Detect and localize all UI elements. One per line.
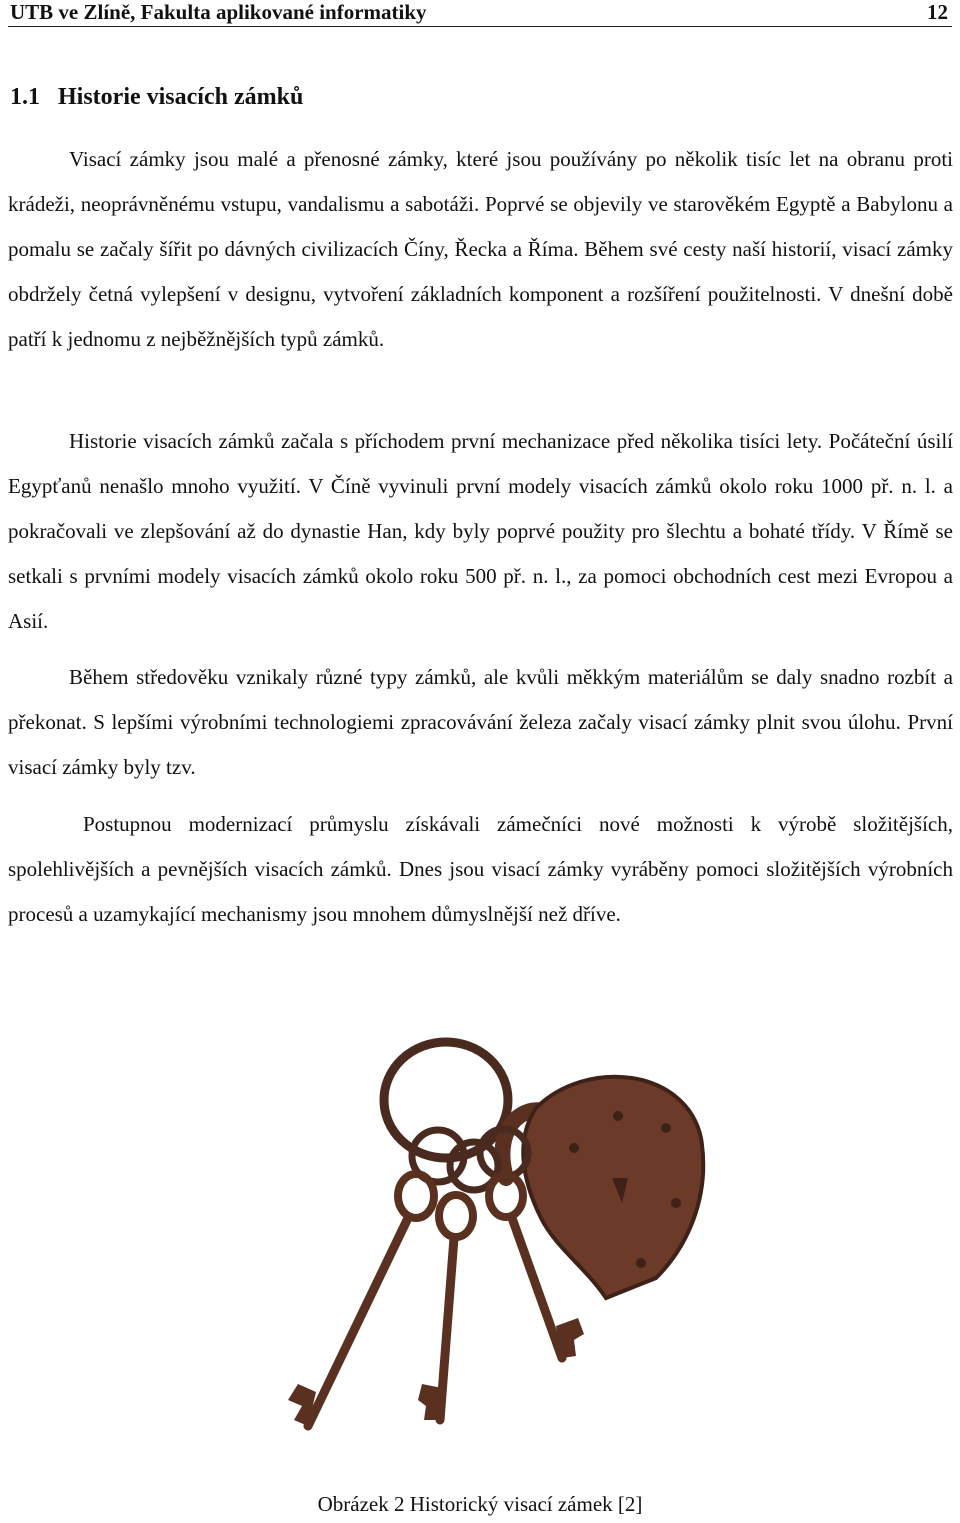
- padlock-rivet: [671, 1198, 681, 1208]
- section-title: Historie visacích zámků: [58, 84, 304, 110]
- padlock-body: [523, 1077, 703, 1298]
- padlock-rivet: [661, 1123, 671, 1133]
- page-number: 12: [927, 0, 948, 24]
- padlock-rivet: [613, 1111, 623, 1121]
- padlock-keys-illustration: [256, 1028, 716, 1468]
- section-number: 1.1: [10, 84, 40, 110]
- key-middle: [418, 1195, 473, 1420]
- paragraph: Postupnou modernizací průmyslu získávali zámečníci nové možnosti k výrobě složitějších, spolehlivějších a pevnějších visacích zámků. Dnes jsou visací zámky vyráběny pomoci složitějších výrobních procesů a uzamykající mechanismy jsou mnohem důmyslnější než dříve.: [8, 812, 953, 926]
- paragraph: Historie visacích zámků začala s příchodem první mechanizace před několika tisíci lety. Počáteční úsilí Egypťanů nenašlo mnoho využití. V Číně vyvinuli první modely visacích zámků okolo roku 1000 př. n. l. a pokračovali ve zlepšování až do dynastie Han, kdy byly poprvé použity pro šlechtu a bohaté třídy. V Římě se setkali s prvními modely visacích zámků okolo roku 500 př. n. l., za pomoci obchodních cest mezi Evropou a Asií.: [8, 429, 953, 633]
- header-title: UTB ve Zlíně, Fakulta aplikované informatiky: [10, 0, 427, 24]
- paragraph: Během středověku vznikaly různé typy zámků, ale kvůli měkkým materiálům se daly snadno rozbít a překonat. S lepšími výrobními technologiemi zpracovávání železa začaly visací zámky plnit svou úlohu. První visací zámky byly tzv.: [8, 665, 953, 779]
- page-header: [8, 0, 952, 27]
- section-heading: [10, 82, 303, 112]
- figure-caption: Obrázek 2 Historický visací zámek [2]: [317, 1492, 643, 1516]
- key-left: [288, 1174, 434, 1426]
- key-ring: [384, 1042, 508, 1158]
- padlock-keys-image: [256, 1028, 716, 1468]
- paragraph: Visací zámky jsou malé a přenosné zámky, které jsou používány po několik tisíc let na obranu proti krádeži, neoprávněnému vstupu, vandalismu a sabotáži. Poprvé se objevily ve starověkém Egyptě a Babylonu a pomalu se začaly šířit po dávných civilizacích Číny, Řecka a Říma. Během své cesty naší historií, visací zámky obdržely četná vylepšení v designu, vytvoření základních komponent a rozšíření použitelnosti. V dnešní době patří k jednomu z nejběžnějších typů zámků.: [8, 147, 953, 351]
- padlock-rivet: [636, 1258, 646, 1268]
- padlock-rivet: [569, 1143, 579, 1153]
